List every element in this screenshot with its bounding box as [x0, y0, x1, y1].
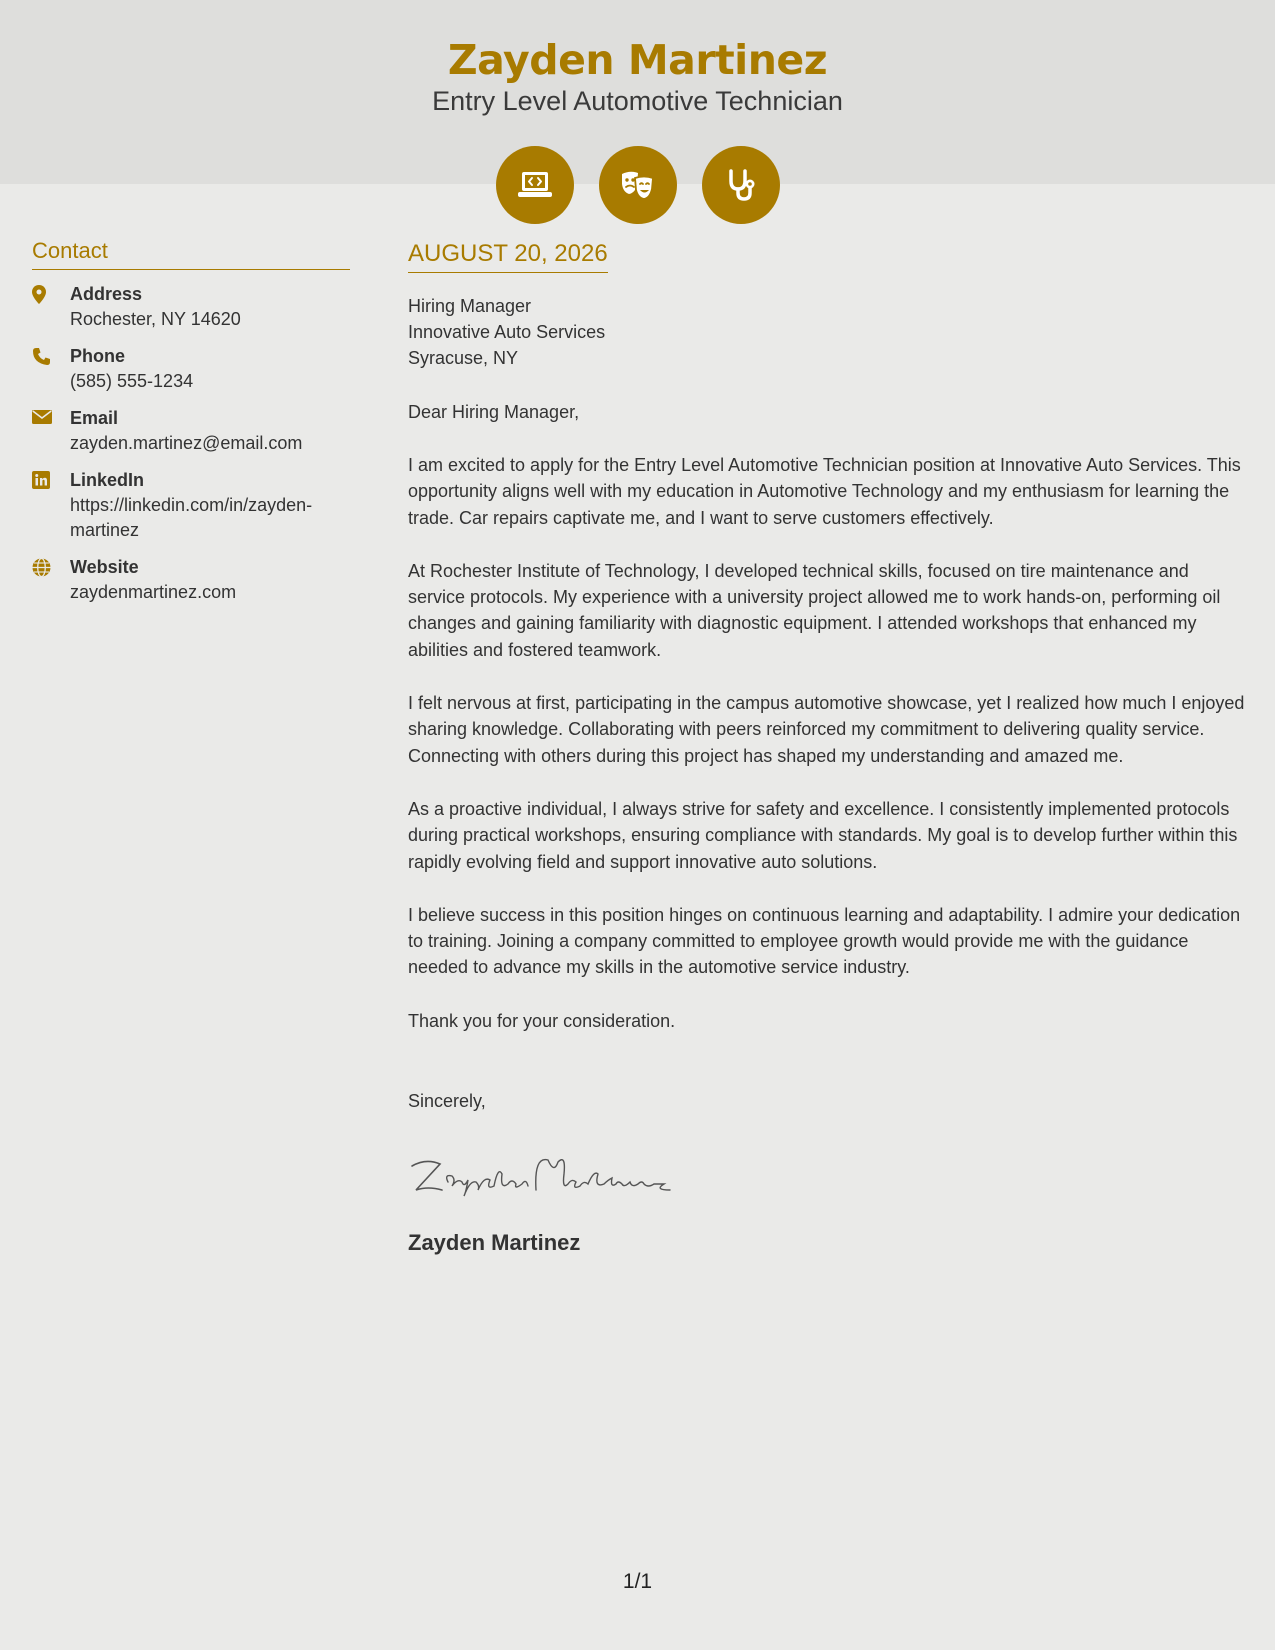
recipient-title: Hiring Manager — [408, 296, 532, 316]
contact-label: Website — [70, 557, 139, 577]
contact-heading: Contact — [32, 238, 350, 270]
body-paragraph: I am excited to apply for the Entry Level Automotive Technician position at Innovative Auto Services. This opportunity aligns well with my education in Automotive Technology and my enthusiasm for learning the trade. Car repairs captivate me, and I want to serve customers effectively. — [408, 455, 1241, 528]
letter-date: AUGUST 20, 2026 — [408, 240, 608, 273]
recipient-company: Innovative Auto Services — [408, 322, 606, 342]
contact-label: Phone — [70, 346, 126, 366]
body-paragraph: As a proactive individual, I always strive for safety and excellence. I consistently implemented protocols during practical workshops, ensuring compliance with standards. My goal is to develop further within this rapidly evolving field and support innovative auto solutions. — [408, 798, 1238, 872]
recipient-location: Syracuse, NY — [408, 348, 519, 368]
contact-item-address — [32, 282, 350, 332]
body-paragraph: Thank you for your consideration. — [408, 1010, 676, 1031]
body-paragraph: I believe success in this position hinges on continuous learning and adaptability. I admire your dedication to training. Joining a company committed to employee growth would provide me with the guidance needed to advance my skills in the automotive service industry. — [408, 904, 1241, 978]
theater-masks-icon — [599, 146, 677, 224]
laptop-code-icon — [496, 146, 574, 224]
phone-value: (585) 555-1234 — [70, 371, 194, 391]
contact-label: Address — [70, 284, 143, 304]
phone-icon — [32, 344, 70, 371]
contact-label: LinkedIn — [70, 470, 145, 490]
envelope-icon — [32, 406, 70, 430]
globe-icon — [32, 555, 70, 582]
email-value: zayden.martinez@email.com — [70, 433, 303, 453]
closing: Sincerely, — [408, 1091, 486, 1112]
handwritten-signature — [408, 1144, 1248, 1204]
letter-body — [408, 240, 1248, 1256]
page-number: 1/1 — [622, 1570, 653, 1593]
contact-item-phone — [32, 344, 350, 394]
salutation: Dear Hiring Manager, — [408, 402, 580, 422]
contact-sidebar — [32, 238, 350, 617]
contact-item-linkedin — [32, 468, 350, 543]
body-paragraph: I felt nervous at first, participating in the campus automotive showcase, yet I realized how much I enjoyed sharing knowledge. Collaborating with peers reinforced my commitment to delivering quality service. Connecting with others during this project has shaped my understanding and amazed me. — [408, 693, 1245, 766]
map-pin-icon — [32, 282, 70, 309]
recipient-block — [408, 293, 1248, 371]
contact-item-website — [32, 555, 350, 605]
applicant-name: Zayden Martinez — [447, 36, 828, 84]
header-icon-row — [0, 146, 1275, 224]
applicant-headline: Entry Level Automotive Technician — [432, 86, 843, 116]
contact-label: Email — [70, 408, 119, 428]
contact-item-email — [32, 406, 350, 456]
signer-name: Zayden Martinez — [408, 1230, 581, 1256]
linkedin-icon — [32, 468, 70, 494]
stethoscope-icon — [702, 146, 780, 224]
website-value[interactable]: zaydenmartinez.com — [70, 582, 237, 602]
address-value: Rochester, NY 14620 — [70, 309, 241, 329]
body-paragraph: At Rochester Institute of Technology, I developed technical skills, focused on tire maintenance and service protocols. My experience with a university project allowed me to work hands-on, performing oil changes and gaining familiarity with diagnostic equipment. I attended workshops that enhanced my abilities and fostered teamwork. — [408, 560, 1221, 660]
linkedin-value[interactable]: https://linkedin.com/in/zayden-martinez — [70, 495, 313, 540]
